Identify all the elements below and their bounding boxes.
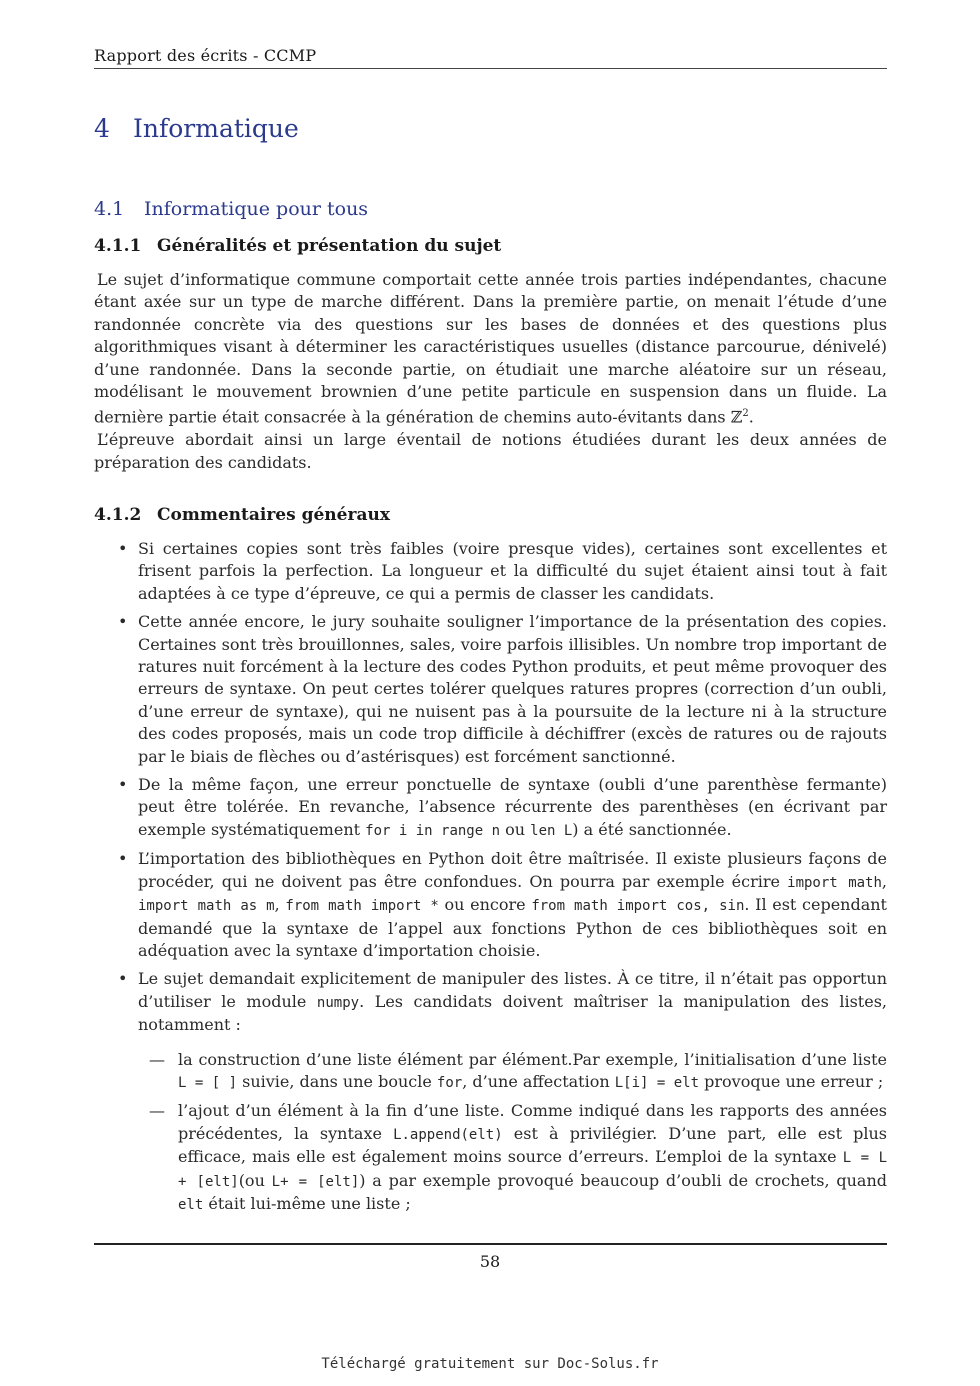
- intro-paragraphs: [94, 269, 887, 474]
- footer-rule: [94, 1243, 887, 1245]
- inline-code: for: [436, 1074, 463, 1091]
- inline-code: L+ = [elt]: [271, 1173, 360, 1190]
- subsubsection-number: 4.1.2: [94, 505, 142, 525]
- subsubsection-title: Commentaires généraux: [157, 505, 390, 525]
- subsection-title: Informatique pour tous: [144, 198, 369, 220]
- bullet-icon: •: [118, 969, 128, 989]
- section-heading: [94, 114, 299, 143]
- section-number: 4: [94, 114, 110, 143]
- page-number: 58: [479, 1252, 501, 1271]
- subsection-number: 4.1: [94, 198, 125, 220]
- list-sublist: [138, 1049, 887, 1217]
- list-item: • L’importation des bibliothèques en Python doit être maîtrisée. Il existe plusieurs façons de procéder, qui ne doivent pas être confondues. On pourra par exemple écrire import math, import math as m, from math import * ou encore from math import cos, sin. Il est cependant demandé que la syntaxe de l’appel aux fonctions Python de ces bibliothèques soit en adéquation avec la syntaxe d’importation choisie.: [118, 849, 887, 960]
- math-z: ℤ: [730, 407, 743, 427]
- math-exponent: 2: [742, 408, 749, 420]
- list-item: • Cette année encore, le jury souhaite souligner l’importance de la présentation des copies. Certaines sont très brouillonnes, sales, voire parfois illisibles. Un nombre trop important de ratures nuit forcément à la lecture des codes Python produits, et peut même provoquer des erreurs de syntaxe. On peut certes tolérer quelques ratures propres (correction d’un oubli, d’une erreur de syntaxe), qui ne nuisent pas à la poursuite de la lecture ni à la structure des codes proposés, mais un code trop difficile à déchiffrer (excès de ratures ou de rajouts par le biais de flèches ou d’astérisques) est forcément sanctionné.: [118, 612, 887, 766]
- comments-list: [94, 538, 887, 1222]
- dash-icon: —: [149, 1101, 165, 1121]
- dash-icon: —: [149, 1049, 165, 1069]
- inline-code: for i in range n: [365, 822, 501, 839]
- inline-code: elt: [178, 1196, 204, 1213]
- list-item: • Si certaines copies sont très faibles (voire presque vides), certaines sont excellentes et frisent parfois la perfection. La longueur et la difficulté du sujet étaient ainsi tout à fait adaptées à ce type d’épreuve, ce qui a permis de classer les candidats.: [118, 539, 887, 603]
- inline-code: from math import *: [285, 898, 439, 915]
- subsubsection-heading-2: [94, 505, 390, 525]
- download-note: Téléchargé gratuitement sur Doc-Solus.fr: [321, 1356, 659, 1372]
- bullet-icon: •: [118, 539, 128, 558]
- inline-code: L = L + [elt]: [178, 1150, 887, 1190]
- running-header: Rapport des écrits - CCMP: [94, 46, 317, 65]
- inline-code: L.append(elt): [393, 1126, 503, 1143]
- subsection-heading: [94, 198, 368, 220]
- subsubsection-heading-1: [94, 236, 501, 256]
- inline-code: import math as m: [138, 898, 275, 915]
- inline-code: len L: [530, 822, 573, 839]
- header-rule: [94, 68, 887, 69]
- list-item: • Le sujet demandait explicitement de manipuler des listes. À ce titre, il n’était pas opportun d’utiliser le module numpy. Les candidats doivent maîtriser la manipulation des listes, notamment : — la construction d’une liste élément par élément.Par exemple, l’initialisation d’une liste L = [ ] suivie, dans une boucle for, d’une affectation L[i] = elt provoque une erreur ; — l’ajout d’un élément à la fin d’une liste. Comme indiqué dans les rapports des années précédentes, la syntaxe L.append(elt) est à privilégier. D’une part, elle est plus efficace, mais elle est également moins source d’erreurs. L’emploi de la syntaxe L = L + [elt](ou L+ = [elt]) a par exemple provoqué beaucoup d’oubli de crochets, quand elt était lui-même une liste ;: [94, 968, 887, 1216]
- intro-paragraph-2: L’épreuve abordait ainsi un large éventail de notions étudiées durant les deux années de préparation des candidats.: [94, 430, 887, 472]
- subsubsection-number: 4.1.1: [94, 236, 142, 256]
- section-title: Informatique: [133, 114, 299, 143]
- bullet-icon: •: [118, 775, 128, 795]
- inline-code: import math: [787, 874, 882, 891]
- subsubsection-title: Généralités et présentation du sujet: [157, 236, 502, 256]
- bullet-icon: •: [118, 612, 128, 632]
- inline-code: L[i] = elt: [614, 1074, 700, 1091]
- list-item: • De la même façon, une erreur ponctuelle de syntaxe (oubli d’une parenthèse fermante) peut être tolérée. En revanche, l’absence récurrente des parenthèses (en écrivant par exemple systématiquement for i in range n ou len L) a été sanctionnée.: [118, 775, 887, 839]
- inline-code: from math import cos, sin: [531, 898, 745, 915]
- inline-code: L = [ ]: [178, 1074, 238, 1091]
- intro-paragraph-1: Le sujet d’informatique commune comportait cette année trois parties indépendantes, chacune étant axée sur un type de marche différent. Dans la première partie, on menait l’étude d’une randonnée concrète via des questions sur les bases de données et des questions plus algorithmiques visant à déterminer les caractéristiques usuelles (distance parcourue, dénivelé) d’une randonnée. Dans la seconde partie, on étudiait une marche aléatoire sur un réseau, modélisant le mouvement brownien d’une petite particule en suspension dans un fluide. La dernière partie était consacrée à la génération de chemins auto-évitants dans ℤ$^2$.: [94, 270, 887, 427]
- sublist-item: — la construction d’une liste élément par élément.Par exemple, l’initialisation d’une liste L = [ ] suivie, dans une boucle for, d’une affectation L[i] = elt provoque une erreur ;: [149, 1049, 887, 1091]
- bullet-icon: •: [118, 849, 128, 869]
- sublist-item: — l’ajout d’un élément à la fin d’une liste. Comme indiqué dans les rapports des années précédentes, la syntaxe L.append(elt) est à privilégier. D’une part, elle est plus efficace, mais elle est également moins source d’erreurs. L’emploi de la syntaxe L = L + [elt](ou L+ = [elt]) a par exemple provoqué beaucoup d’oubli de crochets, quand elt était lui-même une liste ;: [149, 1101, 888, 1213]
- inline-code: numpy: [316, 994, 360, 1011]
